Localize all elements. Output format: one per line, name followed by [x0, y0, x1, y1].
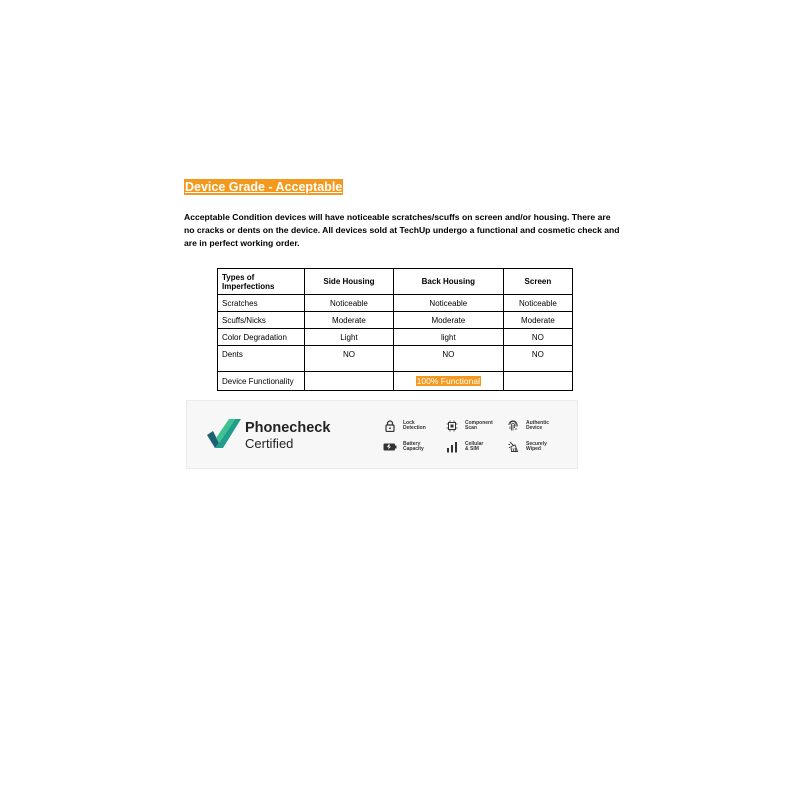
- cell-back-housing: Moderate: [393, 312, 503, 329]
- feature-label: Cellular: [465, 440, 484, 447]
- brand-certified: Certified: [245, 436, 294, 451]
- battery-icon: [383, 440, 397, 454]
- cell-back-housing: [393, 372, 503, 391]
- header-types-of-imperfections: Types of Imperfections: [218, 269, 305, 295]
- feature-label: Scan: [465, 425, 477, 431]
- imperfections-table: [217, 268, 573, 391]
- fingerprint-icon: [506, 419, 520, 433]
- row-label: Device Functionality: [218, 372, 305, 391]
- cell-side-housing: [305, 372, 394, 391]
- brand-name: Phonecheck: [245, 420, 331, 436]
- table-row: [218, 312, 573, 329]
- grade-description: Acceptable Condition devices will have noticeable scratches/scuffs on screen and/or housing. There are no cracks or dents on the device. All devices sold at TechUp undergo a functional and cosmetic check and are in perfect working order.: [184, 212, 620, 248]
- phonecheck-certified-banner: [186, 400, 578, 469]
- cell-side-housing: Moderate: [305, 312, 394, 329]
- feature-label: Component: [465, 419, 493, 426]
- feature-label: Lock: [403, 419, 415, 426]
- table-header-row: [218, 269, 573, 295]
- feature-component-scan: [445, 419, 499, 433]
- feature-cellular-sim: [445, 440, 499, 454]
- functional-badge: 100% Functional: [416, 376, 480, 386]
- cell-screen: NO: [503, 329, 572, 346]
- cell-side-housing: Noticeable: [305, 295, 394, 312]
- cell-screen: NO: [503, 346, 572, 372]
- feature-securely-wiped: [506, 440, 560, 454]
- header-screen: Screen: [503, 269, 572, 295]
- feature-label: Securely: [526, 440, 547, 447]
- feature-label: Capacity: [403, 446, 424, 452]
- table-row: [218, 295, 573, 312]
- cell-side-housing: NO: [305, 346, 394, 372]
- feature-label: Device: [526, 425, 543, 431]
- feature-authentic-device: [506, 419, 560, 433]
- feature-label: Authentic: [526, 419, 550, 426]
- cell-back-housing: NO: [393, 346, 503, 372]
- phonecheck-logo-icon: [205, 417, 241, 449]
- cell-side-housing: Light: [305, 329, 394, 346]
- feature-lock-detection: [383, 419, 437, 433]
- feature-battery-capacity: [383, 440, 437, 454]
- cell-screen: Noticeable: [503, 295, 572, 312]
- row-label: Color Degradation: [218, 329, 305, 346]
- header-side-housing: Side Housing: [305, 269, 394, 295]
- signal-bars-icon: [445, 440, 459, 454]
- row-label: Dents: [218, 346, 305, 372]
- device-grade-heading: Device Grade - Acceptable: [185, 180, 343, 194]
- feature-label: & SIM: [465, 446, 479, 452]
- header-back-housing: Back Housing: [393, 269, 503, 295]
- chip-icon: [445, 419, 459, 433]
- feature-label: Detection: [403, 425, 426, 431]
- table-row: [218, 329, 573, 346]
- row-label: Scuffs/Nicks: [218, 312, 305, 329]
- table-row-functionality: [218, 372, 573, 391]
- cell-back-housing: Noticeable: [393, 295, 503, 312]
- wipe-icon: [506, 440, 520, 454]
- feature-label: Wiped: [526, 446, 541, 452]
- feature-label: Battery: [403, 440, 421, 447]
- cell-back-housing: light: [393, 329, 503, 346]
- row-label: Scratches: [218, 295, 305, 312]
- table-row: [218, 346, 573, 372]
- lock-icon: [383, 419, 397, 433]
- cell-screen: [503, 372, 572, 391]
- cell-screen: Moderate: [503, 312, 572, 329]
